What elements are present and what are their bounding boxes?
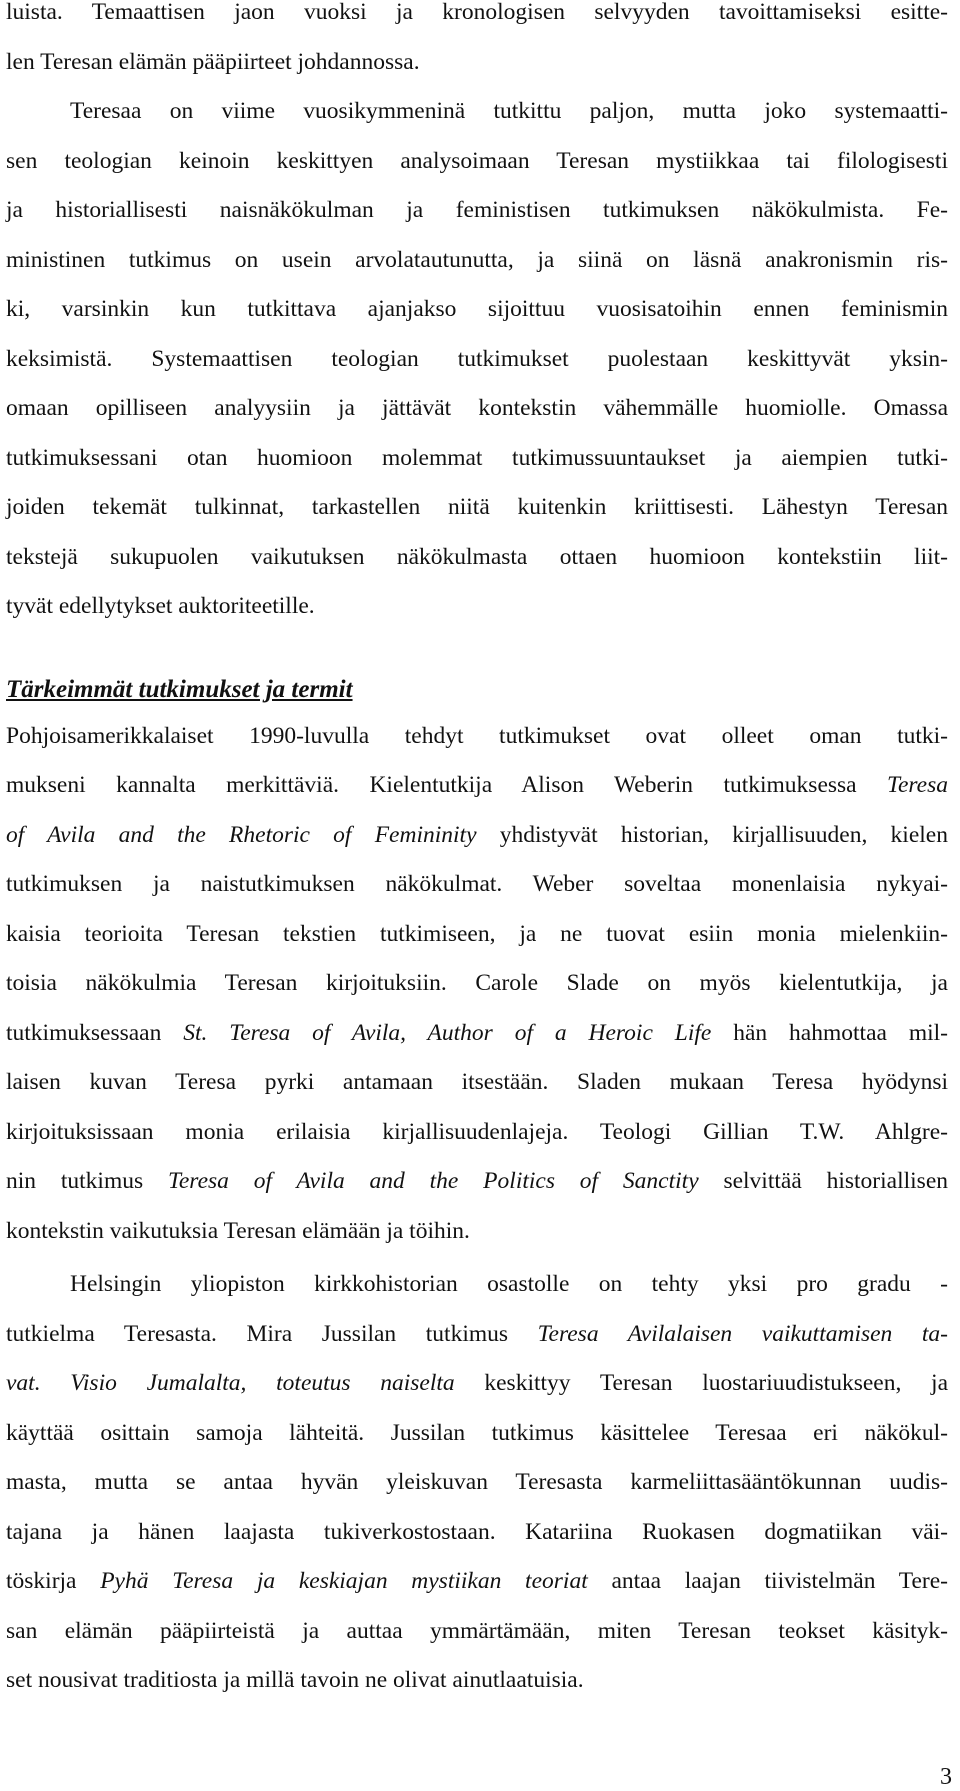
text-line: luista. Temaattisen jaon vuoksi ja kronologisen selvyyden tavoittamiseksi esitte- bbox=[6, 0, 948, 25]
text-line bbox=[6, 811, 948, 861]
text-run: tutkimuksessaan bbox=[6, 1019, 184, 1046]
text-line: laisen kuvan Teresa pyrki antamaan itsestään. Sladen mukaan Teresa hyödynsi bbox=[6, 1069, 948, 1095]
text-line bbox=[6, 761, 948, 811]
book-title: Teresa Avilalaisen vaikuttamisen ta- bbox=[537, 1320, 949, 1347]
text-line: masta, mutta se antaa hyvän yleiskuvan Teresasta karmeliittasääntökunnan uudis- bbox=[6, 1469, 948, 1495]
text-line bbox=[6, 1310, 948, 1360]
text-run: mukseni kannalta merkittäviä. Kielentutkija Alison Weberin tutkimuksessa bbox=[6, 772, 888, 798]
document-page bbox=[6, 0, 948, 1706]
text-line: tutkimuksen ja naistutkimuksen näkökulmat. Weber soveltaa monenlaisia nykyai- bbox=[6, 871, 948, 897]
text-line: Helsingin yliopiston kirkkohistorian osastolle on tehty yksi pro gradu - bbox=[70, 1271, 948, 1297]
text-line: käyttää osittain samoja lähteitä. Jussilan tutkimus käsittelee Teresaa eri näkökul- bbox=[6, 1419, 948, 1446]
book-title: Teresa bbox=[887, 772, 948, 798]
book-title: Pyhä Teresa ja keskiajan mystiikan teoriat bbox=[100, 1568, 588, 1594]
text-run: yhdistyvät historian, kirjallisuuden, kielen bbox=[476, 821, 948, 848]
text-run: keskittyy Teresan luostariuudistukseen, ja bbox=[454, 1370, 948, 1396]
text-line: len Teresan elämän pääpiirteet johdannossa. bbox=[6, 48, 420, 75]
text-line bbox=[6, 1157, 948, 1207]
paragraph-intro-continuation bbox=[6, 0, 948, 87]
text-line: ki, varsinkin kun tutkittava ajanjakso sijoittuu vuosisatoihin ennen feminismin bbox=[6, 296, 948, 322]
text-line: set nousivat traditiosta ja millä tavoin ne olivat ainutlaatuisia. bbox=[6, 1667, 584, 1693]
text-line: joiden tekemät tulkinnat, tarkastellen niitä kuitenkin kriittisesti. Lähestyn Teresan bbox=[6, 494, 948, 520]
text-run: hän hahmottaa mil- bbox=[711, 1019, 948, 1046]
text-line: tajana ja hänen laajasta tukiverkostostaan. Katariina Ruokasen dogmatiikan väi- bbox=[6, 1518, 948, 1545]
text-line: tekstejä sukupuolen vaikutuksen näkökulmasta ottaen huomioon kontekstiin liit- bbox=[6, 543, 948, 570]
text-line: san elämän pääpiirteistä ja auttaa ymmärtämään, miten Teresan teokset käsityk- bbox=[6, 1617, 948, 1644]
text-run: selvittää historiallisen bbox=[698, 1168, 948, 1194]
text-line: Teresaa on viime vuosikymmeninä tutkittu paljon, mutta joko systemaatti- bbox=[70, 98, 948, 124]
text-run: antaa laajan tiivistelmän Tere- bbox=[587, 1568, 948, 1594]
book-title: Teresa of Avila and the Politics of Sanctity bbox=[167, 1168, 699, 1194]
text-run: nin tutkimus bbox=[6, 1168, 168, 1194]
text-line bbox=[6, 1557, 948, 1607]
section-heading: Tärkeimmät tutkimukset ja termit bbox=[6, 675, 353, 703]
text-line: ja historiallisesti naisnäkökulman ja feministisen tutkimuksen näkökulmista. Fe- bbox=[6, 197, 948, 223]
page-number: 3 bbox=[940, 1764, 952, 1790]
text-line: kontekstin vaikutuksia Teresan elämään ja töihin. bbox=[6, 1217, 470, 1244]
text-line: ministinen tutkimus on usein arvolatautunutta, ja siinä on läsnä anakronismin ris- bbox=[6, 246, 948, 273]
text-line: keksimistä. Systemaattisen teologian tutkimukset puolestaan keskittyvät yksin- bbox=[6, 345, 948, 372]
book-title: St. Teresa of Avila, Author of a Heroic Life bbox=[183, 1019, 712, 1046]
book-title: vat. Visio Jumalalta, toteutus naiselta bbox=[6, 1370, 455, 1396]
text-line bbox=[6, 1359, 948, 1409]
text-line: kirjoituksissaan monia erilaisia kirjallisuudenlajeja. Teologi Gillian T.W. Ahlgre- bbox=[6, 1118, 948, 1145]
paragraph-helsinki-studies bbox=[6, 1260, 948, 1706]
text-run: töskirja bbox=[6, 1568, 101, 1594]
text-line bbox=[6, 1009, 948, 1059]
text-line: tyvät edellytykset auktoriteetille. bbox=[6, 593, 315, 619]
text-line: Pohjoisamerikkalaiset 1990-luvulla tehdyt tutkimukset ovat olleet oman tutki- bbox=[6, 722, 948, 749]
text-run: tutkielma Teresasta. Mira Jussilan tutkimus bbox=[6, 1320, 538, 1347]
paragraph-research-background bbox=[6, 87, 948, 632]
book-title: of Avila and the Rhetoric of Femininity bbox=[6, 821, 477, 848]
text-line: omaan opilliseen analyysiin ja jättävät kontekstin vähemmälle huomiolle. Omassa bbox=[6, 395, 948, 421]
text-line: sen teologian keinoin keskittyen analysoimaan Teresan mystiikkaa tai filologisesti bbox=[6, 147, 948, 174]
text-line: kaisia teorioita Teresan tekstien tutkimiseen, ja ne tuovat esiin monia mielenkiin- bbox=[6, 920, 948, 947]
text-line: toisia näkökulmia Teresan kirjoituksiin. Carole Slade on myös kielentutkija, ja bbox=[6, 970, 948, 996]
paragraph-key-studies bbox=[6, 712, 948, 1257]
text-line: tutkimuksessani otan huomioon molemmat tutkimussuuntaukset ja aiempien tutki- bbox=[6, 444, 948, 471]
